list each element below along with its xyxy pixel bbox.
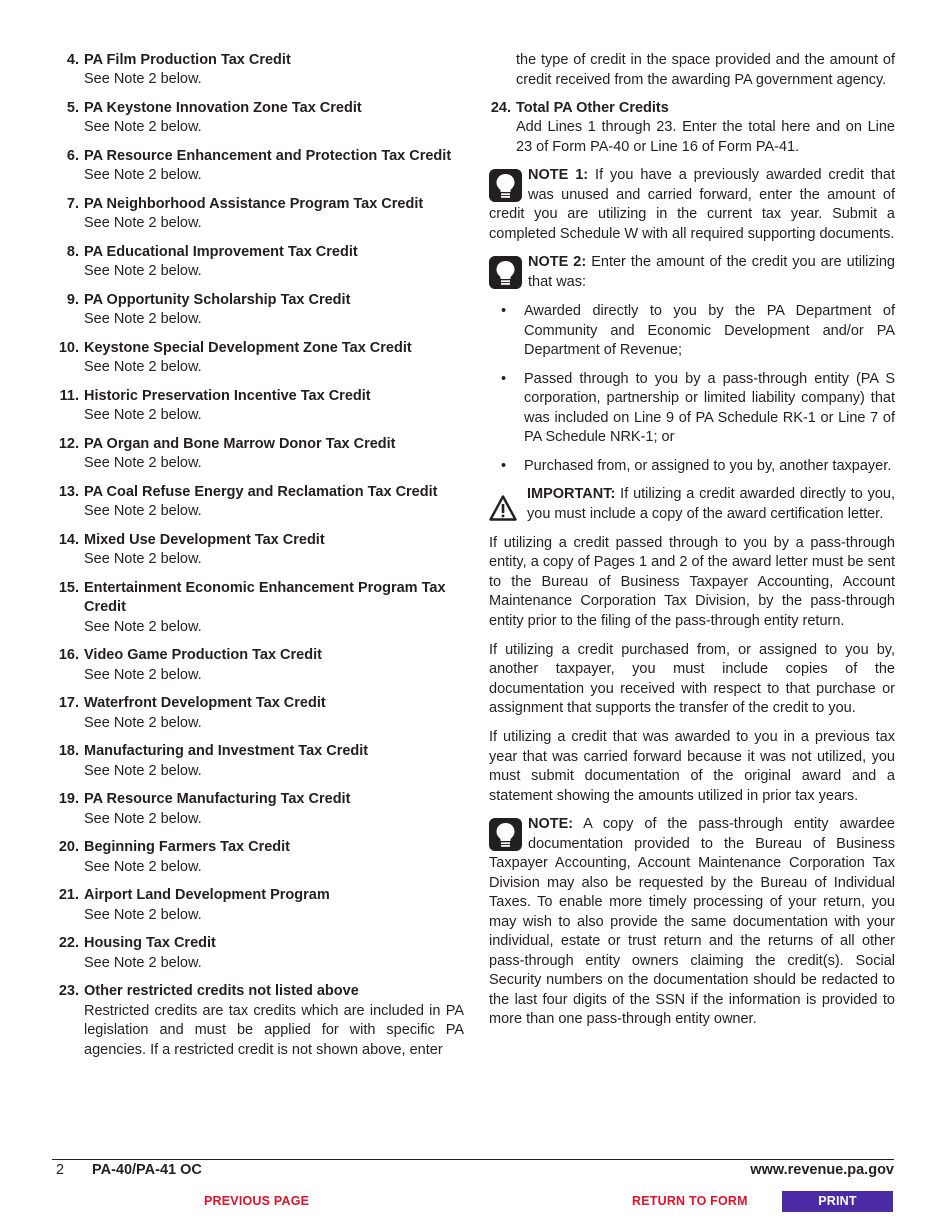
line-item-22 (52, 934, 464, 973)
item-note: See Note 2 below. (84, 666, 202, 683)
item-number: 7. (66, 196, 79, 212)
item-title: PA Keystone Innovation Zone Tax Credit (84, 100, 362, 116)
item-number: 13. (58, 484, 79, 500)
line-item-6 (52, 147, 464, 186)
item-number: 6. (66, 148, 79, 164)
line-item-4 (52, 51, 464, 90)
note-label: NOTE 1: (528, 167, 589, 184)
website-link[interactable]: www.revenue.pa.gov (750, 1162, 894, 1178)
warning-icon (489, 495, 517, 521)
note-label: NOTE 2: (528, 254, 587, 271)
item-title: Beginning Farmers Tax Credit (84, 839, 290, 856)
item-note: See Note 2 below. (84, 455, 202, 472)
line-item-24 (489, 99, 895, 157)
item-title: PA Educational Improvement Tax Credit (84, 244, 358, 260)
item-number: 16. (58, 647, 79, 664)
item-title: Manufacturing and Investment Tax Credit (84, 743, 369, 760)
item-title: Housing Tax Credit (84, 935, 216, 952)
line-item-18 (52, 742, 464, 781)
item-description: Restricted credits are tax credits which are included in PA legislation and must be applied for with specific PA agencies. If a restricted credit is not shown above, enter (84, 1002, 464, 1058)
item-number: 15. (58, 580, 79, 596)
note-label: NOTE: (528, 816, 574, 833)
list-item (489, 302, 895, 361)
item-title: Keystone Special Development Zone Tax Credit (84, 340, 412, 356)
note-1 (489, 166, 895, 244)
bullet-symbol: • (501, 370, 507, 387)
list-item-text: Purchased from, or assigned to you by, another taxpayer. (524, 457, 892, 474)
line-item-21 (52, 886, 464, 925)
item-note: See Note 2 below. (84, 618, 202, 635)
note-3 (489, 815, 895, 1030)
important-body: If utilizing a credit awarded directly to you, you must include a copy of the award certification letter. (527, 486, 895, 522)
previous-page-button[interactable]: PREVIOUS PAGE (204, 1194, 310, 1208)
line-item-8 (52, 243, 464, 282)
line-item-15 (52, 579, 464, 637)
bullet-symbol: • (501, 303, 507, 320)
left-column (52, 51, 464, 1069)
form-id: PA-40/PA-41 OC (92, 1162, 202, 1178)
line-item-12 (52, 435, 464, 474)
item-title: PA Resource Manufacturing Tax Credit (84, 791, 351, 808)
item-note: See Note 2 below. (84, 71, 202, 88)
line-item-7 (52, 195, 464, 234)
line-item-11 (52, 387, 464, 426)
line-item-16 (52, 646, 464, 685)
item-note: See Note 2 below. (84, 215, 202, 232)
note-2-text (489, 253, 895, 292)
note-body: Enter the amount of the credit you are utilizing that was: (528, 254, 895, 290)
item-number: 21. (58, 887, 79, 904)
item-number: 14. (58, 532, 79, 548)
item-note: See Note 2 below. (84, 762, 202, 779)
note-body: A copy of the pass-through entity awardee documentation provided to the Bureau of Business Taxpayer Accounting, Account Maintenance Corporation Tax Division may also be requested by the Bureau of Individual Taxes. To enable more timely processing of your return, you may wish to also provide the same documentation with your individual, estate or trust return and the returns of all other pass-through entity owners claiming the credit(s). Social Security numbers on the documentation should be redacted to the last four digits of the SSN if the information is provided to more than one pass-through entity owner. (489, 816, 895, 1028)
lightbulb-icon (489, 256, 522, 289)
item-number: 9. (66, 292, 79, 308)
note-2 (489, 253, 895, 476)
item-title: PA Film Production Tax Credit (84, 52, 291, 68)
footer-divider (52, 1159, 894, 1160)
line-item-13 (52, 483, 464, 522)
line-item-9 (52, 291, 464, 330)
item-title: Mixed Use Development Tax Credit (84, 532, 325, 548)
item-title: Other restricted credits not listed above (84, 983, 359, 1000)
item-note: See Note 2 below. (84, 311, 202, 328)
line-item-5 (52, 99, 464, 138)
item-note: See Note 2 below. (84, 906, 202, 923)
item-number: 10. (58, 340, 79, 356)
item-note: See Note 2 below. (84, 954, 202, 971)
item-number: 22. (58, 935, 79, 952)
item-number: 12. (58, 436, 79, 452)
bullet-symbol: • (501, 457, 507, 474)
important-label: IMPORTANT: (527, 486, 616, 503)
item-title: Waterfront Development Tax Credit (84, 695, 326, 712)
important-text (489, 485, 895, 524)
return-to-form-button[interactable]: RETURN TO FORM (632, 1194, 748, 1208)
item-note: See Note 2 below. (84, 359, 202, 376)
item-number: 17. (58, 695, 79, 712)
list-item-text: Awarded directly to you by the PA Department of Community and Economic Development and/or PA Department of Revenue; (524, 303, 895, 359)
list-item-text: Passed through to you by a pass-through entity (PA S corporation, partnership or limited liability company) that was included on Line 9 of PA Schedule RK-1 or Line 7 of PA Schedule NRK-1; or (524, 370, 895, 446)
line-item-19 (52, 790, 464, 829)
item-number: 20. (58, 839, 79, 856)
item-title: Entertainment Economic Enhancement Program Tax Credit (84, 580, 446, 616)
print-button[interactable]: PRINT (782, 1191, 893, 1212)
item-number: 4. (66, 52, 79, 68)
line-item-20 (52, 838, 464, 877)
line-item-23 (52, 982, 464, 1060)
item-23-continuation: the type of credit in the space provided and the amount of credit received from the awarding PA government agency. (516, 52, 895, 88)
lightbulb-icon (489, 169, 522, 202)
note-body: If you have a previously awarded credit that was unused and carried forward, enter the amount of credit you are utilizing in the current tax year. Submit a completed Schedule W with all required supporting documents. (489, 167, 896, 242)
item-title: Total PA Other Credits (516, 100, 669, 116)
item-note: See Note 2 below. (84, 551, 202, 568)
important-note (489, 485, 895, 524)
note-1-text (489, 166, 895, 244)
item-number: 18. (58, 743, 79, 760)
item-title: PA Neighborhood Assistance Program Tax Credit (84, 196, 424, 212)
item-note: See Note 2 below. (84, 810, 202, 827)
list-item (489, 457, 895, 477)
note-3-text (489, 815, 895, 1030)
item-number: 23. (58, 983, 79, 1000)
item-description: Add Lines 1 through 23. Enter the total here and on Line 23 of Form PA-40 or Line 16 of Form PA-41. (516, 119, 895, 155)
item-note: See Note 2 below. (84, 503, 202, 520)
item-title: PA Coal Refuse Energy and Reclamation Tax Credit (84, 484, 438, 500)
item-note: See Note 2 below. (84, 119, 202, 136)
line-item-14 (52, 531, 464, 570)
line-item-10 (52, 339, 464, 378)
item-number: 11. (59, 388, 79, 404)
item-number: 19. (58, 791, 79, 808)
item-number: 24. (490, 100, 511, 116)
item-title: PA Resource Enhancement and Protection Tax Credit (84, 148, 452, 164)
lightbulb-icon (489, 818, 522, 851)
item-note: See Note 2 below. (84, 407, 202, 424)
item-title: Historic Preservation Incentive Tax Credit (84, 388, 371, 404)
item-number: 5. (66, 100, 79, 116)
item-title: PA Opportunity Scholarship Tax Credit (84, 292, 351, 308)
item-title: Video Game Production Tax Credit (84, 647, 322, 664)
right-column (489, 51, 895, 1030)
list-item (489, 370, 895, 448)
item-title: Airport Land Development Program (84, 887, 330, 904)
line-item-17 (52, 694, 464, 733)
item-note: See Note 2 below. (84, 167, 202, 184)
item-note: See Note 2 below. (84, 714, 202, 731)
page-number: 2 (56, 1162, 65, 1178)
item-number: 8. (66, 244, 79, 260)
paragraph: If utilizing a credit passed through to you by a pass-through entity, a copy of Pages 1 and 2 of the award letter must be sent to the Bureau of Business Taxpayer Accounting, Account Maintenance Corporation Tax Division, by the pass-through entity prior to the filing of the pass-through entity return. (489, 534, 895, 629)
item-title: PA Organ and Bone Marrow Donor Tax Credit (84, 436, 396, 452)
item-note: See Note 2 below. (84, 858, 202, 875)
paragraph: If utilizing a credit purchased from, or assigned to you by, another taxpayer, you must include copies of the documentation you received with respect to that purchase or assignment that supports the transfer of the credit to you. (489, 641, 895, 717)
item-note: See Note 2 below. (84, 263, 202, 280)
bullet-list (489, 302, 895, 476)
paragraph: If utilizing a credit that was awarded to you in a previous tax year that was carried forward because it was not utilized, you must submit documentation of the original award and a statement showing the amounts utilized in prior tax years. (489, 729, 895, 804)
